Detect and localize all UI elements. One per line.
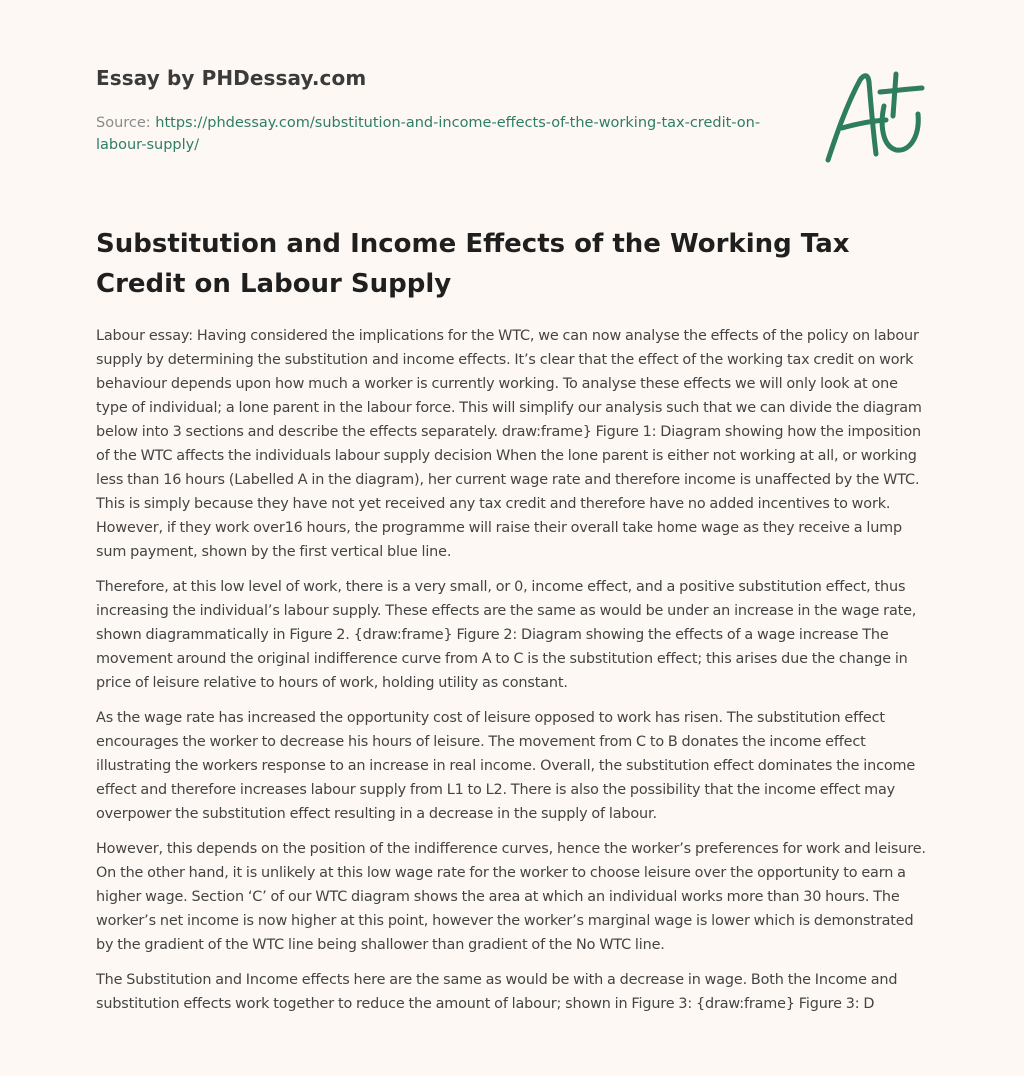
- source-link[interactable]: https://phdessay.com/substitution-and-income-effects-of-the-working-tax-credit-on-labour-supply/: [96, 115, 761, 153]
- source-line: [96, 112, 776, 156]
- a-plus-logo-icon: [822, 66, 928, 166]
- essay-paragraph-1: Labour essay: Having considered the implications for the WTC, we can now analyse the effects of the policy on labour supply by determining the substitution and income effects. It’s clear that the effect of the working tax credit on work behaviour depends upon how much a worker is currently working. To analyse these effects we will only look at one type of individual; a lone parent in the labour force. This will simplify our analysis such that we can divide the diagram below into 3 sections and describe the effects separately. draw:frame} Figure 1: Diagram showing how the imposition of the WTC affects the individuals labour supply decision When the lone parent is either not working at all, or working less than 16 hours (Labelled A in the diagram), her current wage rate and therefore income is unaffected by the WTC. This is simply because they have not yet received any tax credit and therefore have no added incentives to work. However, if they work over16 hours, the programme will raise their overall take home wage as they receive a lump sum payment, shown by the first vertical blue line.: [96, 328, 922, 560]
- essay-paragraph-5: The Substitution and Income effects here are the same as would be with a decrease in wage. Both the Income and substitution effects work together to reduce the amount of labour; shown in Figure 3: {draw:frame} Figure 3: D: [96, 972, 898, 1012]
- site-brand: Essay by PHDessay.com: [96, 66, 367, 90]
- essay-title: Substitution and Income Effects of the Working Tax Credit on Labour Supply: [96, 229, 850, 299]
- essay-paragraph-4: However, this depends on the position of the indifference curves, hence the worker’s preferences for work and leisure. On the other hand, it is unlikely at this low wage rate for the worker to choose leisure over the opportunity to earn a higher wage. Section ‘C’ of our WTC diagram shows the area at which an individual works more than 30 hours. The worker’s net income is now higher at this point, however the worker’s marginal wage is lower which is demonstrated by the gradient of the WTC line being shallower than gradient of the No WTC line.: [96, 841, 926, 953]
- essay-page: [96, 0, 928, 1076]
- essay-paragraph-3: As the wage rate has increased the opportunity cost of leisure opposed to work has risen. The substitution effect encourages the worker to decrease his hours of leisure. The movement from C to B donates the income effect illustrating the workers response to an increase in real income. Overall, the substitution effect dominates the income effect and therefore increases labour supply from L1 to L2. There is also the possibility that the income effect may overpower the substitution effect resulting in a decrease in the supply of labour.: [96, 710, 916, 822]
- essay-body: [96, 324, 928, 1027]
- essay-paragraph-2: Therefore, at this low level of work, there is a very small, or 0, income effect, and a positive substitution effect, thus increasing the individual’s labour supply. These effects are the same as would be under an increase in the wage rate, shown diagrammatically in Figure 2. {draw:frame} Figure 2: Diagram showing the effects of a wage increase The movement around the original indifference curve from A to C is the substitution effect; this arises due the change in price of leisure relative to hours of work, holding utility as constant.: [96, 579, 917, 691]
- source-label: Source:: [96, 115, 156, 131]
